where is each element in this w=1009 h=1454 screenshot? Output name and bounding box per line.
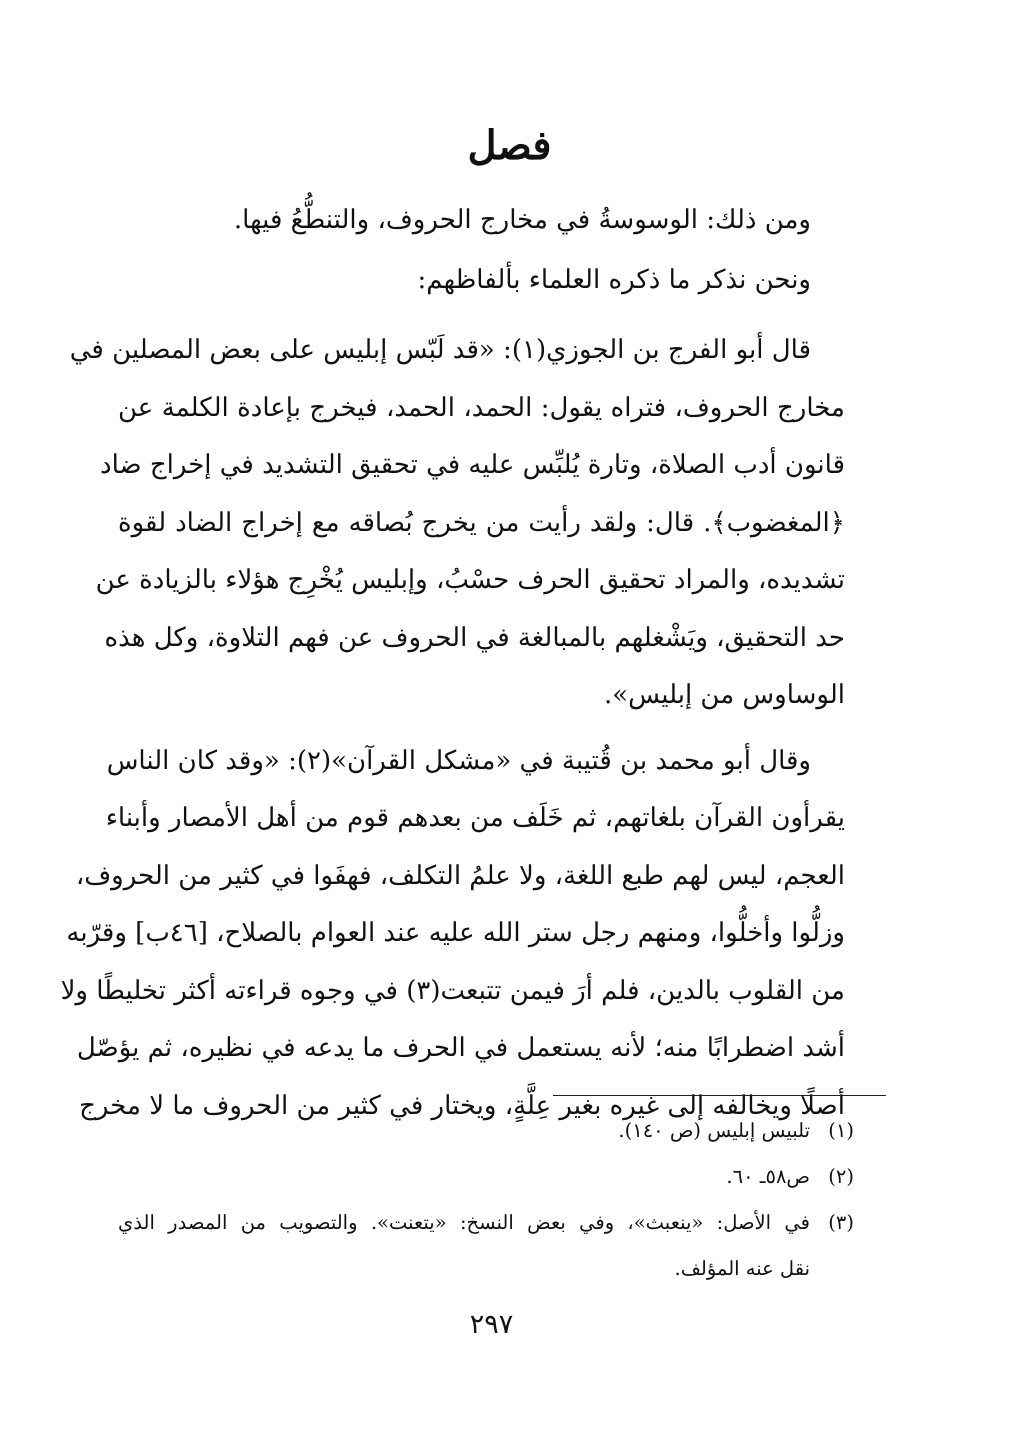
footnote-text <box>118 1108 810 1154</box>
text-line: حد التحقيق، ويَشْغلهم بالمبالغة في الحروف عن فهم التلاوة، وكل هذه <box>104 622 845 653</box>
intro-line: ونحن نذكر ما ذكره العلماء بألفاظهم: <box>417 265 811 295</box>
text-line: العجم، ليس لهم طبع اللغة، ولا علمُ التكلف، فهفَوا في كثير من الحروف، <box>75 860 845 891</box>
footnote-line: في الأصل: «ينعبث»، وفي بعض النسخ: «يتعنت». والتصويب من المصدر الذي <box>118 1211 810 1234</box>
footnote-text <box>118 1154 810 1200</box>
paragraph-ibn-qutayba <box>60 733 845 1136</box>
text-line: يقرأون القرآن بلغاتهم، ثم خَلَف من بعدهم قوم من أهل الأمصار وأبناء <box>105 803 845 833</box>
text-line: أصلًا ويخالفه إلى غيره بغير عِلَّةٍ، ويختار في كثير من الحروف ما لا مخرج <box>79 1090 845 1121</box>
page-number: ٢٩٧ <box>469 1309 514 1340</box>
intro-line: ومن ذلك: الوسوسةُ في مخارج الحروف، والتنطُّعُ فيها. <box>233 205 811 235</box>
text-line: تشديده، والمراد تحقيق الحرف حسْبُ، وإبليس يُخْرِج هؤلاء بالزيادة عن <box>95 565 845 595</box>
text-line: وزلُّوا وأخلُّوا، ومنهم رجل ستر الله عليه عند العوام بالصلاح، [٤٦ب] وقرّبه <box>66 918 845 948</box>
footnotes <box>118 1108 854 1292</box>
intro-block <box>118 190 845 310</box>
footnote-text <box>118 1200 810 1292</box>
main-text <box>60 190 845 1135</box>
text-line: وقال أبو محمد بن قُتيبة في «مشكل القرآن»(٢): «وقد كان الناس <box>106 745 811 776</box>
footnote-separator <box>553 1095 886 1096</box>
footnote-number: (٣) <box>828 1211 854 1234</box>
footnote-number: (١) <box>828 1119 854 1142</box>
text-line: الوساوس من إبليس». <box>603 680 845 710</box>
text-line: قانون أدب الصلاة، وتارة يُلبِّس عليه في تحقيق التشديد في إخراج ضاد <box>100 450 845 480</box>
footnote <box>118 1108 854 1154</box>
footnote-number: (٢) <box>828 1165 854 1188</box>
text-line: ﴿المغضوب﴾. قال: ولقد رأيت من يخرج بُصاقه مع إخراج الضاد لقوة <box>118 507 845 538</box>
section-title: فصل <box>467 122 552 169</box>
footnote-line: تلبيس إبليس (ص ١٤٠). <box>618 1119 810 1142</box>
paragraph-ibn-jawzi <box>69 322 845 725</box>
footnote <box>118 1200 854 1292</box>
text-line: قال أبو الفرج بن الجوزي(١): «قد لَبّس إبليس على بعض المصلين في <box>69 335 811 365</box>
text-line: مخارج الحروف، فتراه يقول: الحمد، الحمد، فيخرج بإعادة الكلمة عن <box>118 392 845 423</box>
text-line: من القلوب بالدين، فلم أرَ فيمن تتبعت(٣) في وجوه قراءته أكثر تخليطًا ولا <box>60 975 845 1006</box>
footnote <box>118 1154 854 1200</box>
footnote-line: نقل عنه المؤلف. <box>674 1257 810 1280</box>
text-line: أشد اضطرابًا منه؛ لأنه يستعمل في الحرف ما يدعه في نظيره، ثم يؤصّل <box>76 1033 845 1063</box>
footnote-line: ص٥٨ـ ٦٠. <box>726 1165 810 1188</box>
